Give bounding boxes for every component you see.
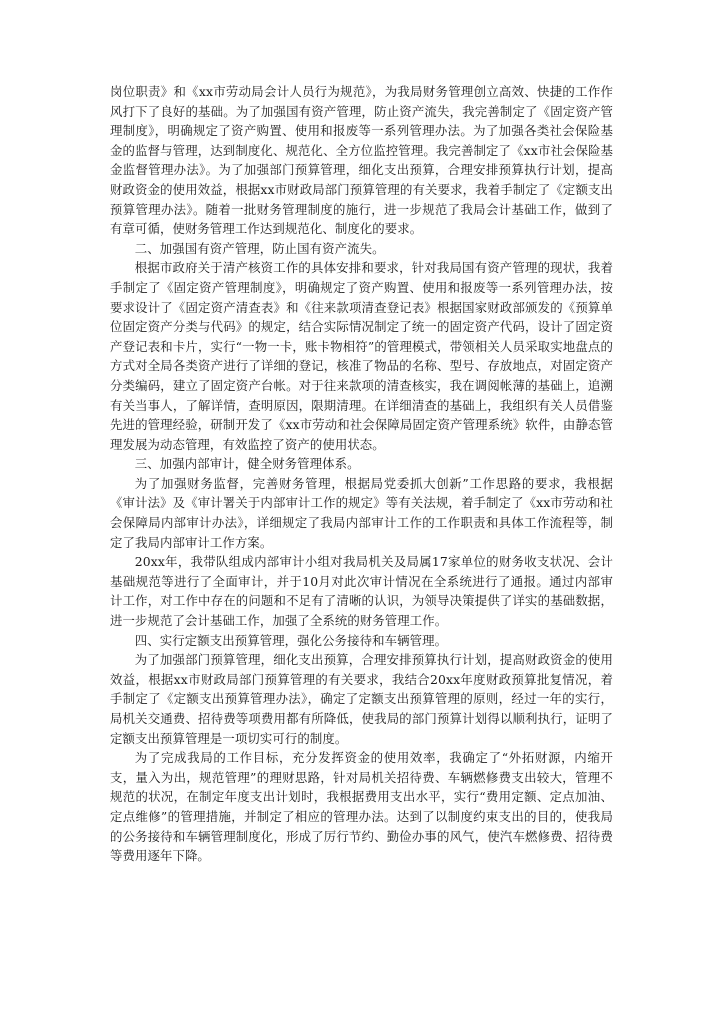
- body-paragraph: 为了完成我局的工作目标，充分发挥资金的使用效率，我确定了“外拓财源，内缩开支，量入为出，规范管理”的理财思路，针对局机关招待费、车辆燃修费支出较大，管理不规范的状况，在制定年度支出计划时，我根据费用支出水平，实行“费用定额、定点加油、定点维修”的管理措施，并制定了相应的管理办法。达到了以制度约束支出的目的，使我局的公务接待和车辆管理制度化，形成了厉行节约、勤俭办事的风气，使汽车燃修费、招待费等费用逐年下降。: [110, 750, 613, 864]
- document-page: [110, 82, 613, 866]
- body-paragraph: 岗位职责》和《xx市劳动局会计人员行为规范》，为我局财务管理创立高效、快捷的工作作风打下了良好的基础。为了加强国有资产管理，防止资产流失，我完善制定了《固定资产管理制度》，明确规定了资产购置、使用和报废等一系列管理办法。为了加强各类社会保险基金的监督与管理，达到制度化、规范化、全方位监控管理。我完善制定了《xx市社会保险基金监督管理办法》。为了加强部门预算管理，细化支出预算，合理安排预算执行计划，提高财政资金的使用效益，根据xx市财政局部门预算管理的有关要求，我着手制定了《定额支出预算管理办法》。随着一批财务管理制度的施行，进一步规范了我局会计基础工作，做到了有章可循，使财务管理工作达到规范化、制度化的要求。: [110, 84, 613, 237]
- section-heading: 二、加强国有资产管理，防止国有资产流失。: [134, 240, 385, 256]
- body-paragraph: 为了加强财务监督，完善财务管理，根据局党委抓大创新”工作思路的要求，我根据《审计法》及《审计署关于内部审计工作的规定》等有关法规，着手制定了《xx市劳动和社会保障局内部审计办法》，详细规定了我局内部审计工作的工作职责和具体工作流程等，制定了我局内部审计工作方案。: [110, 475, 613, 550]
- section-heading: 三、加强内部审计，健全财务管理体系。: [134, 456, 360, 472]
- body-paragraph: 根据市政府关于清产核资工作的具体安排和要求，针对我局国有资产管理的现状，我着手制定了《固定资产管理制度》，明确规定了资产购置、使用和报废等一系列管理办法，按要求设计了《固定资产清查表》和《往来款项清查登记表》根据国家财政部颁发的《预算单位固定资产分类与代码》的规定，结合实际情况制定了统一的固定资产代码，设计了固定资产登记表和卡片，实行“一物一卡，账卡物相符”的管理模式，带领相关人员采取实地盘点的方式对全局各类资产进行了详细的登记，核准了物品的名称、型号、存放地点，对固定资产分类编码，建立了固定资产台帐。对于往来款项的清查核实，我在调阅帐薄的基础上，追溯有关当事人，了解详情，查明原因，限期清理。在详细清查的基础上，我组织有关人员借鉴先进的管理经验，研制开发了《xx市劳动和社会保障局固定资产管理系统》软件，由静态管理发展为动态管理，有效监控了资产的使用状态。: [110, 260, 613, 452]
- body-paragraph: 为了加强部门预算管理，细化支出预算，合理安排预算执行计划，提高财政资金的使用效益，根据xx市财政局部门预算管理的有关要求，我结合20xx年度财政预算批复情况，着手制定了《定额支出预算管理办法》，确定了定额支出预算管理的原则，经过一年的实行，局机关交通费、招待费等项费用都有所降低，使我局的部门预算计划得以顺利执行，证明了定额支出预算管理是一项切实可行的制度。: [110, 652, 613, 746]
- body-paragraph: 20xx年，我带队组成内部审计小组对我局机关及局属17家单位的财务收支状况、会计基础规范等进行了全面审计，并于10月对此次审计情况在全系统进行了通报。通过内部审计工作，对工作中存在的问题和不足有了清晰的认识，为领导决策提供了详实的基础数据，进一步规范了会计基础工作，加强了全系统的财务管理工作。: [110, 554, 613, 629]
- section-heading: 四、实行定额支出预算管理，强化公务接待和车辆管理。: [134, 632, 448, 648]
